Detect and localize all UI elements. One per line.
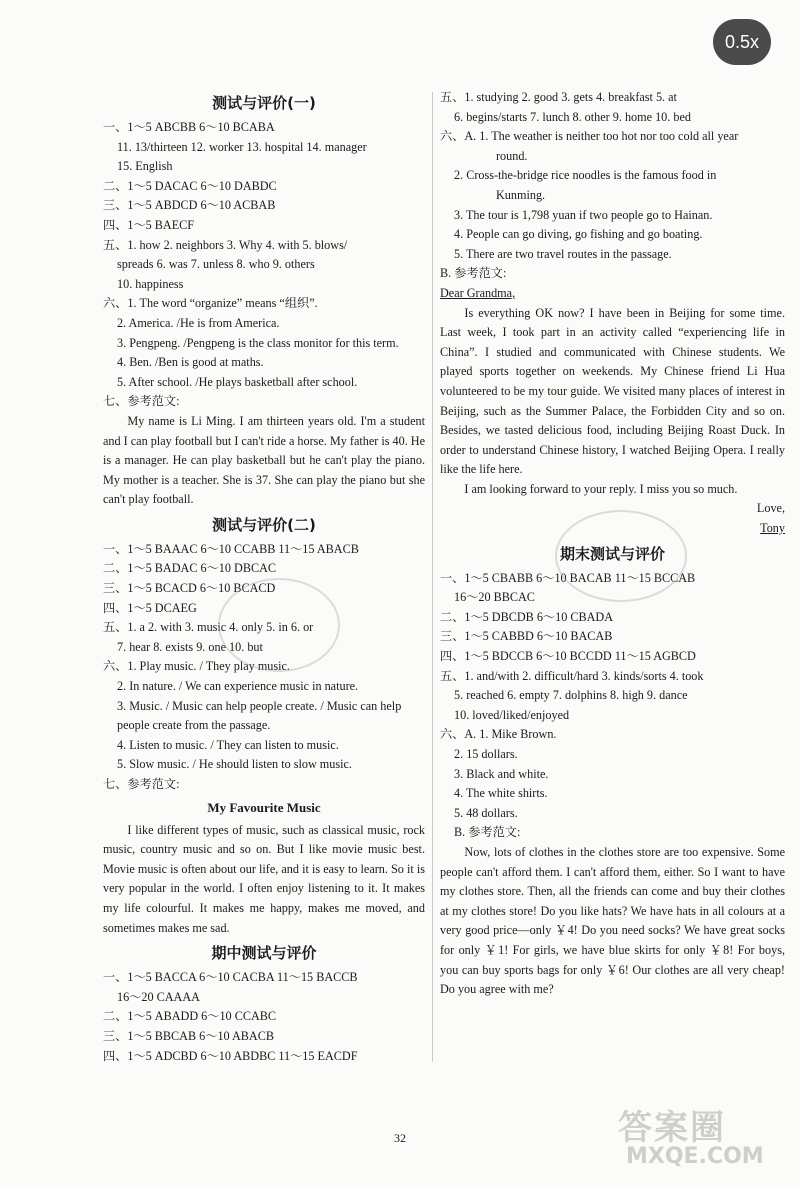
answer-line: 15. English [117, 159, 173, 174]
section-title: 期中测试与评价 [211, 944, 317, 963]
answer-line: 一、1～5 BACCA 6～10 CACBA 11～15 BACCB [103, 970, 358, 985]
answer-line: 四、1～5 BDCCB 6～10 BCCDD 11～15 AGBCD [440, 649, 696, 664]
answer-line: 3. Black and white. [454, 766, 549, 781]
answer-line: 10. loved/liked/enjoyed [454, 707, 570, 722]
answer-line: 三、1～5 BCACD 6～10 BCACD [103, 581, 276, 596]
watermark-url-text: MXQE.COM [626, 1144, 764, 1169]
answer-stamp-watermark [555, 510, 687, 602]
answer-line: 5. reached 6. empty 7. dolphins 8. high 9. dance [454, 688, 688, 703]
answer-line: 3. Music. / Music can help people create. / Music can help [117, 698, 402, 713]
section-title: 期末测试与评价 [559, 544, 665, 563]
answer-line: 六、1. Play music. / They play music. [103, 659, 290, 674]
answer-line: 五、1. studying 2. good 3. gets 4. breakfast 5. at [440, 90, 677, 104]
section-title: 测试与评价(二) [212, 515, 316, 534]
answer-line: 二、1～5 DACAC 6～10 DABDC [103, 178, 277, 193]
answer-line: 三、1～5 CABBD 6～10 BACAB [440, 629, 613, 644]
answer-line: 四、1～5 BAECF [103, 217, 195, 232]
answer-line: 二、1～5 BADAC 6～10 DBCAC [103, 561, 277, 576]
answer-line: 4. The white shirts. [454, 786, 548, 801]
zoom-level-button[interactable]: 0.5x [713, 19, 771, 65]
answer-line: 2. Cross-the-bridge rice noodles is the famous food in [454, 168, 717, 183]
answer-line: 5. After school. /He plays basketball after school. [117, 374, 358, 389]
answer-line: people create from the passage. [117, 718, 271, 733]
page-number: 32 [394, 1131, 406, 1145]
answer-stamp-watermark [218, 578, 340, 672]
answer-line: 2. In nature. / We can experience music in nature. [117, 679, 359, 694]
answer-line: 4. Ben. /Ben is good at maths. [117, 355, 264, 370]
answer-line: Kunming. [496, 187, 546, 202]
answer-line: 5. 48 dollars. [454, 805, 518, 820]
answer-line: 四、1～5 ADCBD 6～10 ABDBC 11～15 EACDF [103, 1048, 358, 1063]
answer-line: 3. Pengpeng. /Pengpeng is the class monitor for this term. [117, 335, 399, 350]
answer-line: 五、1. and/with 2. difficult/hard 3. kinds/sorts 4. took [440, 668, 704, 683]
site-watermark [618, 1100, 788, 1180]
answer-line: 六、A. 1. The weather is neither too hot nor too cold all year [440, 129, 739, 144]
answer-line: B. 参考范文: [440, 266, 507, 281]
answer-line: 七、参考范文: [103, 777, 180, 791]
answer-line: 16～20 BBCAC [454, 590, 535, 605]
answer-line: 5. Slow music. / He should listen to slow music. [117, 757, 352, 772]
answer-line: 七、参考范文: [103, 394, 180, 409]
answer-line: 6. begins/starts 7. lunch 8. other 9. home 10. bed [454, 109, 691, 124]
answer-line: 二、1～5 DBCDB 6～10 CBADA [440, 609, 614, 624]
letter-signoff: Love, [756, 501, 785, 516]
answer-line: 三、1～5 BBCAB 6～10 ABACB [103, 1028, 274, 1043]
answer-line: 五、1. a 2. with 3. music 4. only 5. in 6. or [103, 620, 314, 635]
sample-essay-paragraph: Now, lots of clothes in the clothes store are too expensive. Some people can't afford them. I can't afford them, either. So I want to have my clothes store. Then, all the friends can come and buy their clothes at my clothes store! Do you like hats? We have hats in all colours at a very good price—only ￥4! Do you need socks? We have great socks for only ￥1! For girls, we have blue skirts for only ￥8! For boys, you can buy sports bags for only ￥6! Our clothes are all very cheap! Do you agree with me? [440, 844, 785, 997]
answer-line: 16～20 CAAAA [117, 989, 200, 1004]
answer-line: 11. 13/thirteen 12. worker 13. hospital 14. manager [117, 139, 367, 154]
left-column [103, 88, 425, 1066]
answer-line: 六、1. The word “organize” means “组织”. [103, 296, 318, 311]
answer-line: round. [496, 148, 528, 163]
answer-line: 二、1～5 ABADD 6～10 CCABC [103, 1009, 277, 1024]
answer-line: 4. Listen to music. / They can listen to music. [117, 737, 339, 752]
answer-line: 4. People can go diving, go fishing and go boating. [454, 227, 703, 242]
answer-line: 六、A. 1. Mike Brown. [440, 727, 557, 742]
essay-title: My Favourite Music [207, 799, 321, 815]
answer-line: 五、1. how 2. neighbors 3. Why 4. with 5. blows/ [103, 237, 348, 252]
watermark-logo-text: 答案圈 [618, 1108, 726, 1148]
answer-line: 四、1～5 DCAEG [103, 600, 197, 615]
answer-line: 一、1～5 CBABB 6～10 BACAB 11～15 BCCAB [440, 570, 696, 585]
answer-line: 2. 15 dollars. [454, 747, 518, 761]
letter-signoff: Tony [760, 521, 785, 536]
sample-essay-paragraph: My name is Li Ming. I am thirteen years old. I'm a student and I can play football but I can't ride a horse. My father is 40. He is a manager. He can play basketball but he can't play the piano. My mother is a teacher. She is 37. She can play the piano but she can't play football. [103, 413, 426, 507]
answer-line: 3. The tour is 1,798 yuan if two people go to Hainan. [454, 207, 713, 222]
answer-line: B. 参考范文: [454, 825, 521, 840]
sample-essay-paragraph: I am looking forward to your reply. I miss you so much. [464, 481, 738, 496]
section-title: 测试与评价(一) [212, 94, 316, 112]
sample-essay-paragraph: Is everything OK now? I have been in Beijing for some time. Last week, I took part in an activity called “experiencing life in China”. I studied and communicated with Chinese students. We played sports together on weekends. My Chinese friend Li Hua volunteered to be my tour guide. We visited many places of interest in Beijing, such as the Summer Palace, the Forbidden City and so on. Besides, we tasted delicious food, including Beijing Roast Duck. In order to understand Chinese history, I watched Beijing Opera. I really like the life here. [440, 305, 785, 477]
answer-line: 5. There are two travel routes in the passage. [454, 246, 672, 261]
answer-line: Dear Grandma, [440, 285, 516, 300]
answer-line: spreads 6. was 7. unless 8. who 9. others [117, 257, 315, 272]
answer-line: 一、1～5 BAAAC 6～10 CCABB 11～15 ABACB [103, 541, 359, 556]
column-divider [432, 92, 433, 1062]
answer-line: 2. America. /He is from America. [117, 315, 280, 330]
answer-line: 7. hear 8. exists 9. one 10. but [117, 639, 263, 654]
answer-line: 一、1～5 ABCBB 6～10 BCABA [103, 120, 275, 134]
answer-line: 三、1～5 ABDCD 6～10 ACBAB [103, 198, 276, 213]
answer-line: 10. happiness [117, 276, 184, 291]
sample-essay-paragraph: I like different types of music, such as classical music, rock music, country music and so on. But I like movie music best. Movie music is often about our life, and it is easy to learn. So it is very popular in the world. I often enjoy listening to it. It makes my life colourful. It makes me happy, makes me moved, and sometimes makes me sad. [103, 822, 425, 935]
